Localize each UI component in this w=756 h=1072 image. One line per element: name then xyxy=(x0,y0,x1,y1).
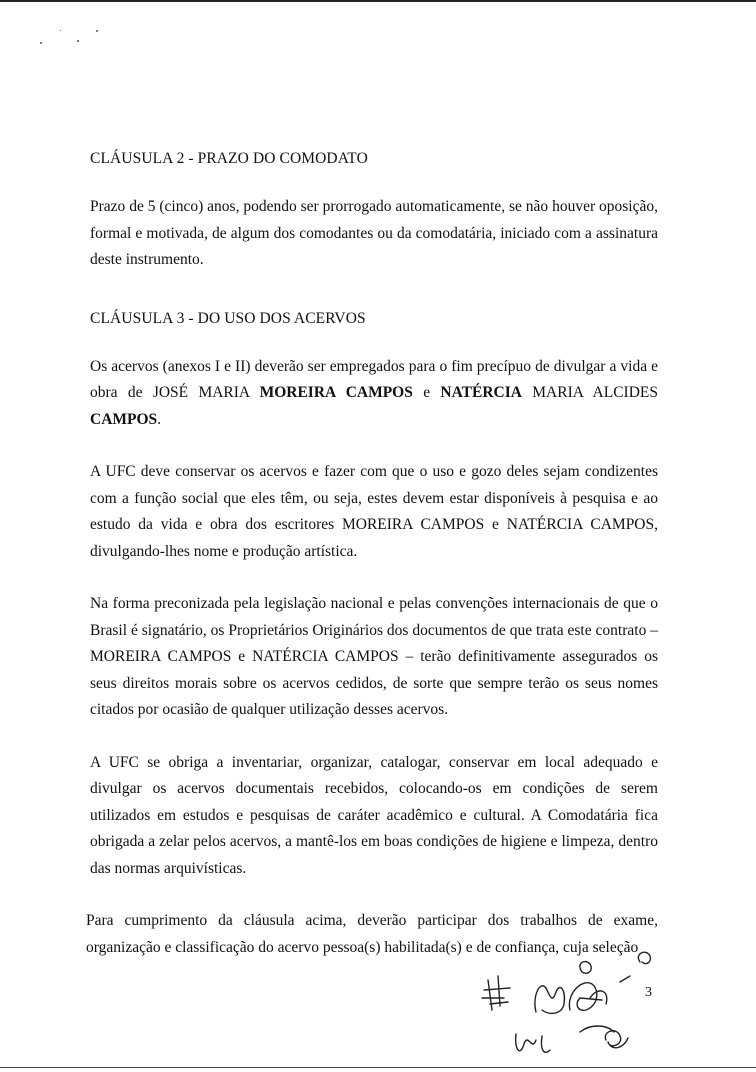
handwritten-signatures xyxy=(470,940,670,1065)
scan-speck xyxy=(96,30,98,32)
scan-speck xyxy=(77,40,79,42)
clause-2-heading: CLÁUSULA 2 - PRAZO DO COMODATO xyxy=(90,150,368,167)
p1-name-natercia: NATÉRCIA xyxy=(440,384,522,401)
p1-name-moreira-campos: MOREIRA CAMPOS xyxy=(259,384,413,401)
page-number: 3 xyxy=(645,985,652,1000)
clause-3-paragraph-5: Para cumprimento da cláusula acima, deverão participar dos trabalhos de exame, organização e classificação do acervo pessoa(s) habilitada(s) e de confiança, cuja seleção xyxy=(86,912,658,956)
scan-speck xyxy=(60,30,61,31)
p1-intro: Os acervos (anexos I e II) deverão ser empregados para o fim precípuo de divulgar a vida e obra de JOSÉ MARIA xyxy=(90,357,658,401)
p1-name-maria-alcides: MARIA ALCIDES xyxy=(521,384,658,401)
p1-name-campos: CAMPOS xyxy=(90,410,158,428)
clause-3-paragraph-3: Na forma preconizada pela legislação nacional e pelas convenções internacionais de que o Brasil é signatário, os Proprietários Originários dos documentos de que trata este contrato – MOREIRA CAMPOS e NATÉRCIA CAMPOS – terão definitivamente assegurados os seus direitos morais sobre os acervos cedidos, de sorte que sempre terão os seus nomes citados por ocasião de qualquer utilização desses acervos. xyxy=(90,595,658,718)
clause-2-text: Prazo de 5 (cinco) anos, podendo ser prorrogado automaticamente, se não houver oposição, formal e motivada, de algum dos comodantes ou da comodatária, iniciado com a assinatura deste instrumento. xyxy=(90,198,658,268)
top-border xyxy=(0,0,756,2)
p1-end: . xyxy=(157,410,162,428)
scan-speck xyxy=(40,42,42,44)
clause-3-paragraph-1 xyxy=(90,354,658,434)
clause-3-heading: CLÁUSULA 3 - DO USO DOS ACERVOS xyxy=(90,309,366,327)
bottom-border xyxy=(0,1067,756,1068)
document-body xyxy=(86,140,658,961)
p1-conjunction: e xyxy=(412,384,441,401)
clause-3-paragraph-2: A UFC deve conservar os acervos e fazer com que o uso e gozo deles sejam condizentes com a função social que eles têm, ou seja, estes devem estar disponíveis à pesquisa e ao estudo da vida e obra dos escritores MOREIRA CAMPOS e NATÉRCIA CAMPOS, divulgando-lhes nome e produção artística. xyxy=(90,463,658,560)
clause-3-paragraph-4: A UFC se obriga a inventariar, organizar, catalogar, conservar em local adequado e divulgar os acervos documentais recebidos, colocando-os em condições de serem utilizados em estudos e pesquisas de caráter acadêmico e cultural. A Comodatária fica obrigada a zelar pelos acervos, a mantê-los em boas condições de higiene e limpeza, dentro das normas arquivísticas. xyxy=(90,753,658,877)
